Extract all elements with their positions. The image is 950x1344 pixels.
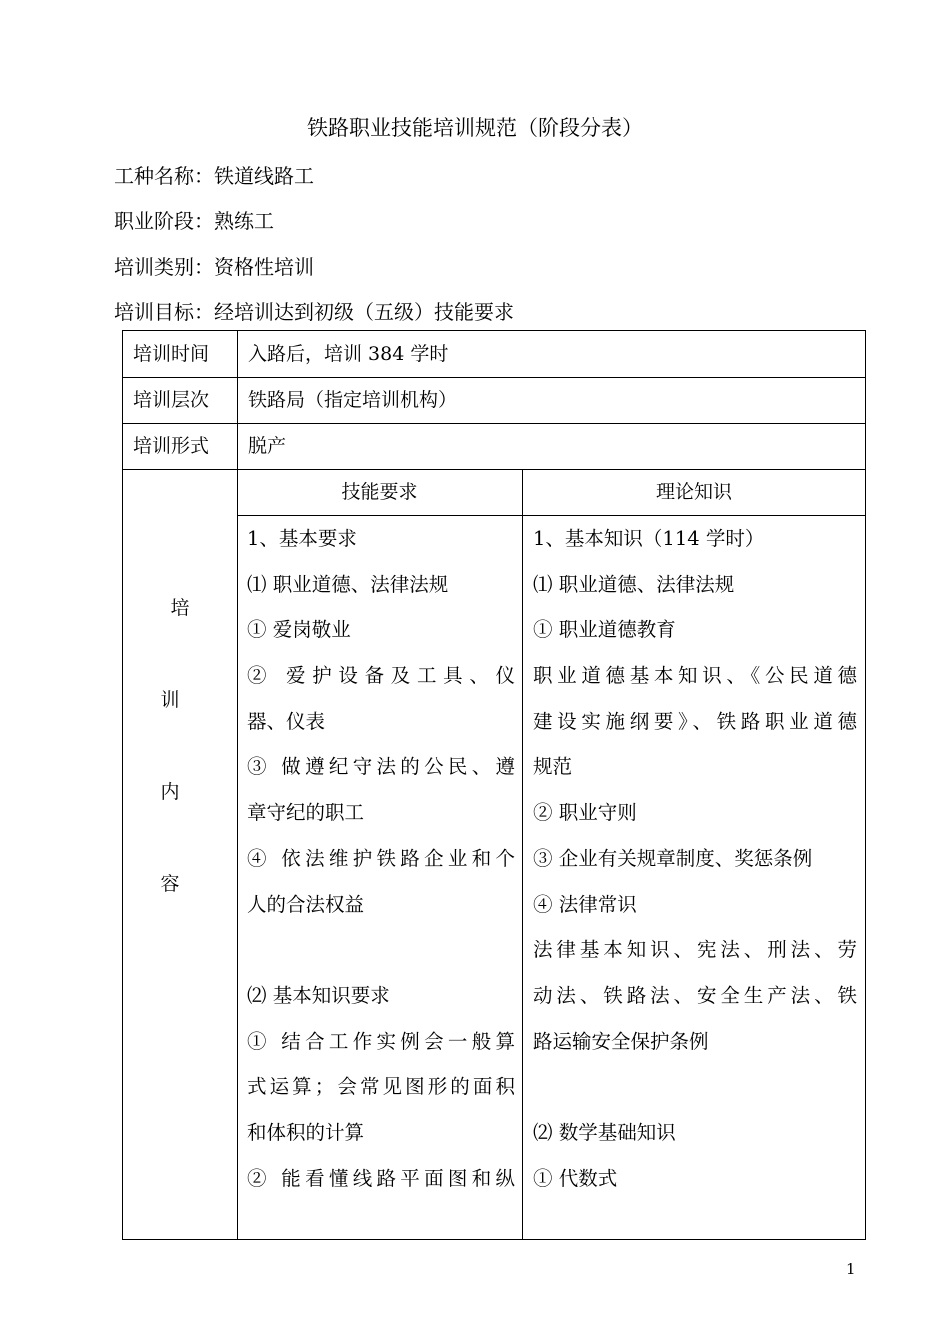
theory-line: 建设实施纲要》、铁路职业道德 [533,709,857,733]
content-label-char: 容 [160,873,180,895]
row-label-time: 培训时间 [133,343,210,365]
skills-line: 1、基本要求 [247,527,357,550]
column-divider [237,331,238,1239]
skills-line: ⑴ 职业道德、法律法规 [247,572,449,596]
theory-line: ④ 法律常识 [533,892,637,916]
row-value-form: 脱产 [248,435,287,457]
row-divider [123,423,865,424]
document-title: 铁路职业技能培训规范（阶段分表） [307,116,643,140]
skills-line: ① 爱岗敬业 [247,618,351,642]
theory-line: ⑵ 数学基础知识 [533,1120,676,1144]
skills-line: ③ 做遵纪守法的公民、遵 [247,755,515,779]
skills-line: ④ 依法维护铁路企业和个 [247,846,515,870]
content-label-char: 内 [160,781,180,803]
theory-line: 1、基本知识（114 学时） [533,527,765,550]
theory-line: 路运输安全保护条例 [533,1029,709,1053]
theory-line: 动法、铁路法、安全生产法、铁 [533,983,857,1007]
row-value-level: 铁路局（指定培训机构） [248,389,458,411]
skills-line: 式运算；会常见图形的面积 [247,1075,515,1099]
meta-training-type [114,251,314,280]
theory-line: 规范 [533,755,573,779]
theory-line: 职业道德基本知识、《公民道德 [533,664,857,688]
meta-job-name [114,160,314,189]
theory-column [533,516,857,1201]
skills-line: ② 能看懂线路平面图和纵 [247,1166,515,1190]
theory-line: 法律基本知识、宪法、刑法、劳 [533,938,857,962]
theory-line: ③ 企业有关规章制度、奖惩条例 [533,846,813,870]
skills-line: 和体积的计算 [247,1120,365,1144]
theory-line: ⑴ 职业道德、法律法规 [533,572,735,596]
meta-value: 经培训达到初级（五级）技能要求 [214,300,514,324]
theory-line: ② 职业守则 [533,801,637,825]
skills-line: 人的合法权益 [247,892,365,916]
row-value-time: 入路后，培训 384 学时 [248,343,449,365]
header-theory: 理论知识 [655,481,732,503]
meta-label: 培训目标： [114,300,214,324]
row-label-form: 培训形式 [133,435,210,457]
skills-line: ② 爱护设备及工具、仪 [247,664,515,688]
training-table [122,330,866,1240]
column-divider [522,469,523,1239]
content-label-char: 培 [170,597,190,619]
skills-line: ① 结合工作实例会一般算 [247,1029,515,1053]
meta-value: 铁道线路工 [214,164,314,188]
skills-line: 器、仪表 [247,709,326,733]
skills-line: 章守纪的职工 [247,801,365,825]
header-skills: 技能要求 [341,481,418,503]
row-divider [123,377,865,378]
skills-line: ⑵ 基本知识要求 [247,983,390,1007]
meta-career-stage [114,205,274,234]
theory-line [533,1064,857,1110]
theory-line: ① 代数式 [533,1166,618,1190]
skills-line [247,927,515,973]
meta-label: 培训类别： [114,255,214,279]
meta-value: 熟练工 [214,209,274,233]
page-number: 1 [846,1260,856,1278]
meta-label: 工种名称： [114,164,214,188]
skills-column [247,516,515,1201]
meta-label: 职业阶段： [114,209,214,233]
theory-line: ① 职业道德教育 [533,618,676,642]
row-label-level: 培训层次 [133,389,210,411]
meta-training-goal [114,296,514,325]
meta-value: 资格性培训 [214,255,314,279]
content-label-char: 训 [160,689,180,711]
